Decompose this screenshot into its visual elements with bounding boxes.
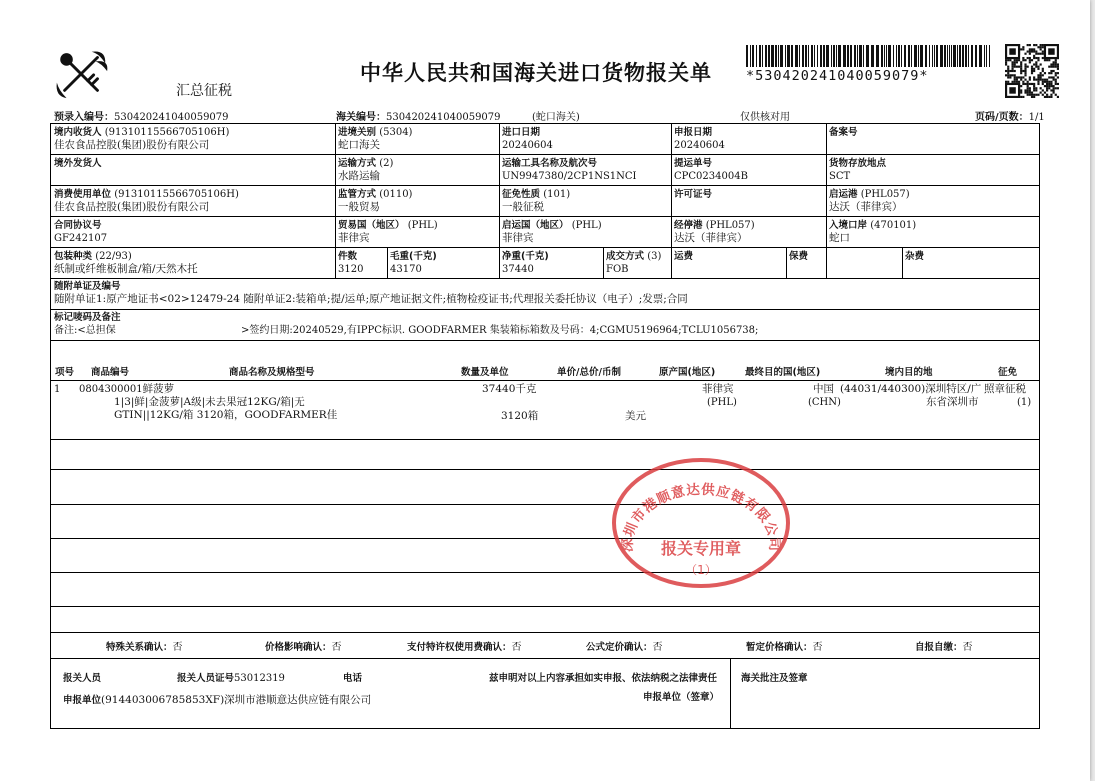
marks-remark: 备注:<总担保 (54, 325, 116, 336)
departure-port-field: 启运港 (PHL057) 达沃（菲律宾） (829, 189, 910, 213)
goods-dest-country: 中国 (813, 383, 834, 395)
check-only-note: 仅供核对用 (740, 112, 790, 123)
declaration-seal-icon (610, 454, 792, 592)
goods-qty-primary: 37440千克 (482, 383, 537, 395)
goods-item-no: 1 (54, 384, 61, 395)
customs-office: (蛇口海关) (532, 112, 580, 123)
svg-text:报关专用章: 报关专用章 (660, 539, 742, 558)
goods-header-dest-country: 最终目的国(地区) (745, 367, 821, 378)
consumer-field: 消费使用单位 (91310115566705106H) 佳农食品控股(集团)股份有限公司 (54, 189, 239, 213)
goods-header-price: 单价/总价/币制 (557, 367, 621, 378)
goods-header-domestic-dest: 境内目的地 (885, 367, 933, 378)
svg-text:深圳市港顺意达供应链有限公司: 深圳市港顺意达供应链有限公司 (619, 481, 783, 553)
customs-number: 海关编号：530420241040059079 (336, 112, 501, 123)
goods-header-item-no: 项号 (55, 367, 75, 378)
price-effect-confirm: 价格影响确认：否 (265, 642, 342, 653)
declaration-form (50, 123, 1040, 729)
goods-currency: 美元 (625, 410, 646, 422)
attached-docs-field: 随附单证及编号 随附单证1:原产地证书<02>12479-24 随附单证2:装箱单;提/运单;原产地证据文件;植物检疫证书;代理报关委托协议（电子）;发票;合同 (54, 281, 688, 305)
goods-spec-line1: 1|3|鲜|金菠萝|A级|未去果冠12KG/箱|无 (114, 396, 305, 408)
goods-origin-code: (PHL) (707, 397, 737, 408)
transit-port-field: 经停港 (PHL057) 达沃（菲律宾） (674, 220, 755, 244)
declare-date-field: 申报日期 20240604 (674, 127, 725, 151)
contract-no-field: 合同协议号 GF242107 (54, 220, 108, 244)
barcode-text: *530420241040059079* (746, 68, 929, 84)
import-date-field: 进口日期 20240604 (502, 127, 553, 151)
goods-header-hs-code: 商品编号 (91, 367, 130, 378)
goods-domestic-dest: (44031/440300)深圳特区/广 (840, 383, 982, 395)
bill-no-field: 提运单号 CPC0234004B (674, 158, 748, 182)
phone-label: 电话 (343, 673, 363, 684)
goods-header-quantity: 数量及单位 (461, 367, 509, 378)
goods-levy: 照章征税 (984, 383, 1026, 395)
goods-domestic-dest-line2: 东省深圳市 (926, 396, 979, 408)
gross-weight-field: 毛重(千克) 43170 (390, 251, 437, 275)
deal-mode-field: 成交方式 (3) FOB (606, 251, 662, 275)
insurance-field: 保费 (789, 251, 809, 262)
marks-detail: >签约日期:20240529,有IPPC标识. GOODFARMER 集装箱标箱数及号码：4;CGMU5196964;TCLU1056738; (241, 325, 759, 336)
entry-port-field: 入境口岸 (470101) 蛇口 (829, 220, 917, 244)
levy-type-subtitle: 汇总征税 (176, 83, 232, 99)
goods-dest-country-code: (CHN) (808, 397, 841, 408)
preentry-number: 预录入编号：530420241040059079 (54, 112, 229, 123)
qr-code-icon (1005, 44, 1059, 98)
page-count: 页码/页数：1/1 (975, 112, 1045, 123)
legal-statement: 兹申明对以上内容承担如实申报、依法纳税之法律责任 (489, 673, 718, 684)
goods-qty-secondary: 3120箱 (501, 410, 539, 422)
goods-hs-code: 0804300001鲜菠萝 (79, 383, 175, 395)
declarant-label: 报关人员 (63, 673, 102, 684)
goods-origin: 菲律宾 (702, 383, 734, 395)
consignee-field: 境内收货人 (91310115566705106H) 佳农食品控股(集团)股份有限公司 (54, 127, 230, 151)
special-relationship-confirm: 特殊关系确认：否 (106, 642, 183, 653)
marks-label: 标记唛码及备注 (54, 312, 121, 323)
goods-spec-line2: GTIN||12KG/箱 3120箱，GOODFARMER佳 (114, 409, 338, 421)
provisional-price-confirm: 暂定价格确认：否 (746, 642, 823, 653)
self-pay-confirm: 自报自缴：否 (915, 642, 973, 653)
declare-unit-sign: 申报单位（签章） (643, 692, 720, 703)
vessel-field: 运输工具名称及航次号 UN9947380/2CP1NS1NCI (502, 158, 637, 182)
net-weight-field: 净重(千克) 37440 (502, 251, 549, 275)
misc-fee-field: 杂费 (905, 251, 925, 262)
storage-place-field: 货物存放地点 SCT (829, 158, 887, 182)
pieces-field: 件数 3120 (338, 251, 364, 275)
customs-emblem-icon (53, 44, 111, 102)
transport-mode-field: 运输方式 (2) 水路运输 (338, 158, 394, 182)
freight-field: 运费 (674, 251, 694, 262)
barcode-icon (746, 45, 990, 67)
overseas-shipper-field: 境外发货人 (54, 158, 102, 169)
goods-levy-code: (1) (1017, 397, 1032, 408)
page-title: 中华人民共和国海关进口货物报关单 (360, 61, 712, 85)
entry-customs-field: 进境关别 (5304) 蛇口海关 (338, 127, 413, 151)
goods-header-name: 商品名称及规格型号 (229, 367, 315, 378)
formula-price-confirm: 公式定价确认：否 (586, 642, 663, 653)
goods-header-origin: 原产国(地区) (659, 367, 716, 378)
royalty-confirm: 支付特许权使用费确认：否 (407, 642, 522, 653)
goods-header-levy: 征免 (998, 367, 1018, 378)
origin-country-field: 启运国（地区） (PHL) 菲律宾 (502, 220, 602, 244)
declare-unit: 申报单位(914403006785853XF)深圳市港顺意达供应链有限公司 (63, 694, 372, 706)
record-no-field: 备案号 (829, 127, 858, 138)
license-no-field: 许可证号 (674, 189, 713, 200)
trade-country-field: 贸易国（地区） (PHL) 菲律宾 (338, 220, 438, 244)
levy-nature-field: 征免性质 (101) 一般征税 (502, 189, 571, 213)
supervision-field: 监管方式 (0110) 一般贸易 (338, 189, 413, 213)
customs-approval: 海关批注及签章 (741, 673, 808, 684)
declarant-cert: 报关人员证号53012319 (177, 673, 285, 684)
svg-text:（1）: （1） (685, 563, 717, 577)
package-type-field: 包装种类 (22/93) 纸制或纤维板制盒/箱/天然木托 (54, 251, 198, 275)
